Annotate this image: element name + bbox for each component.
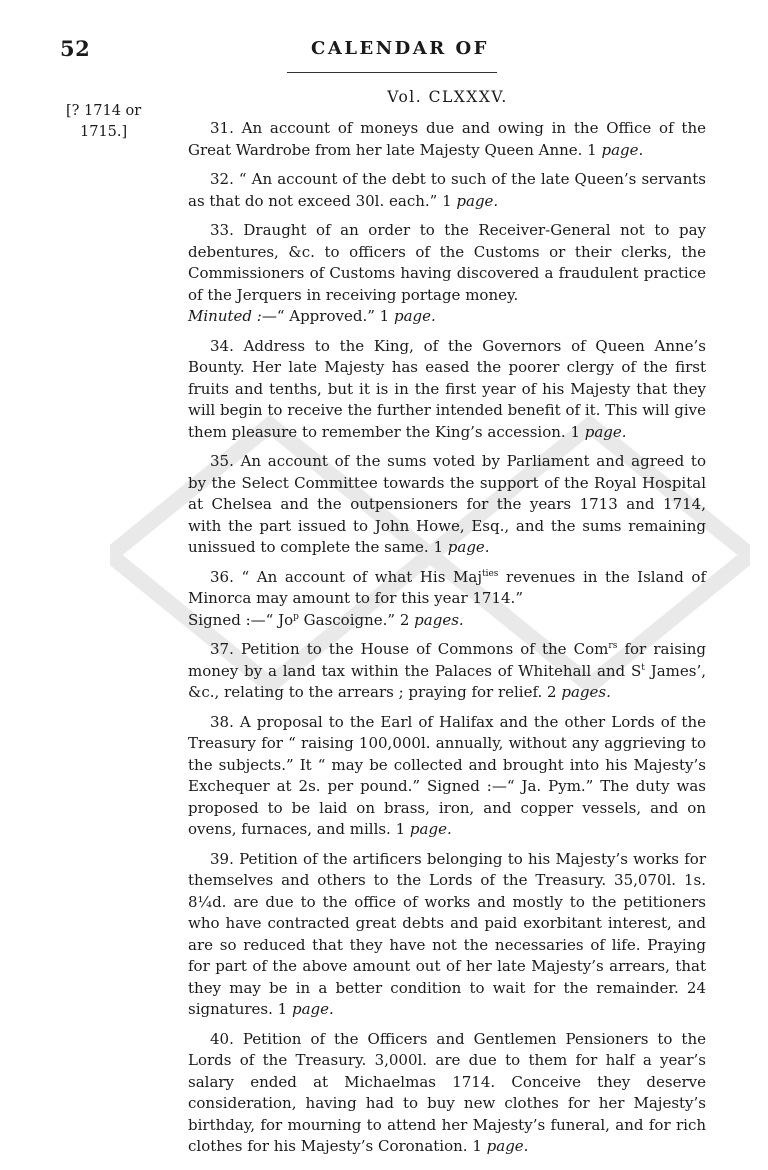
- header-rule: [287, 72, 497, 73]
- page-count-unit: page.: [447, 538, 490, 556]
- entry-text: 40. Petition of the Officers and Gentlemen Pensioners to the Lords of the Treasury. 3,000l. are due to them for half a year’s salary ended at Michaelmas 1714. Conceive they deserve consideration, having had to buy new clothes for her Majesty’s birthday, for mourning to attend her Majesty’s funeral, and for rich clothes for his Majesty’s Coronation. 1: [188, 1029, 706, 1155]
- entry-text: 31. An account of moneys due and owing in the Office of the Great Wardrobe from her late Majesty Queen Anne. 1: [188, 119, 706, 159]
- page-count-unit: page.: [291, 1000, 334, 1018]
- page-count-unit: page.: [393, 307, 436, 325]
- entry-text: 35. An account of the sums voted by Parliament and agreed to by the Select Committee towards the support of the Royal Hospital at Chelsea and the outpensioners for the years 1713 and 1714, with the part issued to John Howe, Esq., and the sums remaining unissued to complete the same. 1: [188, 452, 706, 556]
- page-count-unit: page.: [486, 1137, 529, 1155]
- page-count-unit: page.: [456, 191, 499, 210]
- entry-signed-line: [188, 610, 706, 632]
- signed-text: Gascoigne.” 2: [298, 610, 415, 629]
- page-count-unit: page.: [601, 140, 644, 159]
- page-count-unit: page.: [584, 422, 627, 441]
- entry-39: [188, 849, 706, 1021]
- entry-text: 39. Petition of the artificers belonging to his Majesty’s works for themselves and others to the Lords of the Treasury. 35,070l. 1s. 8¼d. are due to the office of works and mostly to the petitioners who have contracted great debts and paid exorbitant interest, and are so reduced that they have not the necessaries of life. Praying for part of the above amount out of her late Majesty’s arrears, that they may be in a better condition to wait for the remainder. 24 signatures. 1: [188, 849, 706, 1018]
- entry-text: 32. “ An account of the debt to such of the late Queen’s servants as that do not exceed 30l. each.” 1: [188, 170, 706, 210]
- margin-date-note: [66, 101, 166, 143]
- entry-text: revenues in the Island of Minorca may amount to for this year 1714.”: [188, 567, 706, 607]
- margin-date-line-1: [? 1714 or: [66, 103, 142, 119]
- volume-heading: Vol. CLXXXV.: [387, 88, 508, 106]
- entry-text: 34. Address to the King, of the Governors of Queen Anne’s Bounty. Her late Majesty has eased the poorer clergy of the first fruits and tenths, but it is in the first year of his Majesty that they will begin to receive the further intended benefit of it. This will give them pleasure to remember the King’s accession. 1: [188, 336, 706, 441]
- page-number: 52: [60, 36, 91, 61]
- running-title: CALENDAR OF: [311, 38, 489, 59]
- superscript: t: [641, 662, 645, 673]
- minute-text: —“ Approved.” 1: [261, 307, 394, 325]
- page-count-unit: pages.: [414, 610, 464, 629]
- entry-text: James’, &c., relating to the arrears ; praying for relief. 2: [188, 661, 707, 701]
- signed-text: Signed :—“ Jo: [188, 610, 294, 629]
- entry-38: [188, 712, 706, 841]
- entry-text: for raising money by a land tax within the Palaces of Whitehall and S: [188, 640, 706, 680]
- margin-date-line-2: 1715.]: [80, 124, 128, 140]
- page-count-unit: pages.: [561, 683, 611, 701]
- minute-label: Minuted :: [188, 307, 262, 325]
- calendar-entries: [188, 118, 706, 1166]
- entry-31: [188, 118, 706, 161]
- entry-text: 38. A proposal to the Earl of Halifax and the other Lords of the Treasury for “ raising 100,000l. annually, without any aggrieving to the subjects.” It “ may be collected and brought into his Majesty’s Exchequer at 2s. per pound.” Signed :—“ Ja. Pym.” The duty was proposed to be laid on brass, iron, and copper vessels, and on ovens, furnaces, and mills. 1: [188, 712, 706, 838]
- page-header: [60, 36, 710, 60]
- entry-text: 37. Petition to the House of Commons of the Com: [210, 640, 609, 658]
- entry-37: [188, 639, 706, 704]
- entry-32: [188, 169, 706, 212]
- entry-text: 33. Draught of an order to the Receiver-General not to pay debentures, &c. to officers of the Customs or their clerks, the Commissioners of Customs having discovered a fraudulent practice of the Jerquers in receiving portage money.: [188, 221, 706, 304]
- entry-35: [188, 451, 706, 559]
- superscript: p: [293, 611, 299, 622]
- entry-text: 36. “ An account of what His Maj: [210, 567, 482, 586]
- superscript: ties: [481, 568, 499, 579]
- entry-40: [188, 1029, 706, 1158]
- superscript: rs: [608, 641, 618, 651]
- page-count-unit: page.: [409, 820, 452, 838]
- entry-34: [188, 336, 706, 444]
- entry-minute-line: [188, 306, 706, 328]
- entry-33: [188, 220, 706, 328]
- entry-36: [188, 567, 706, 632]
